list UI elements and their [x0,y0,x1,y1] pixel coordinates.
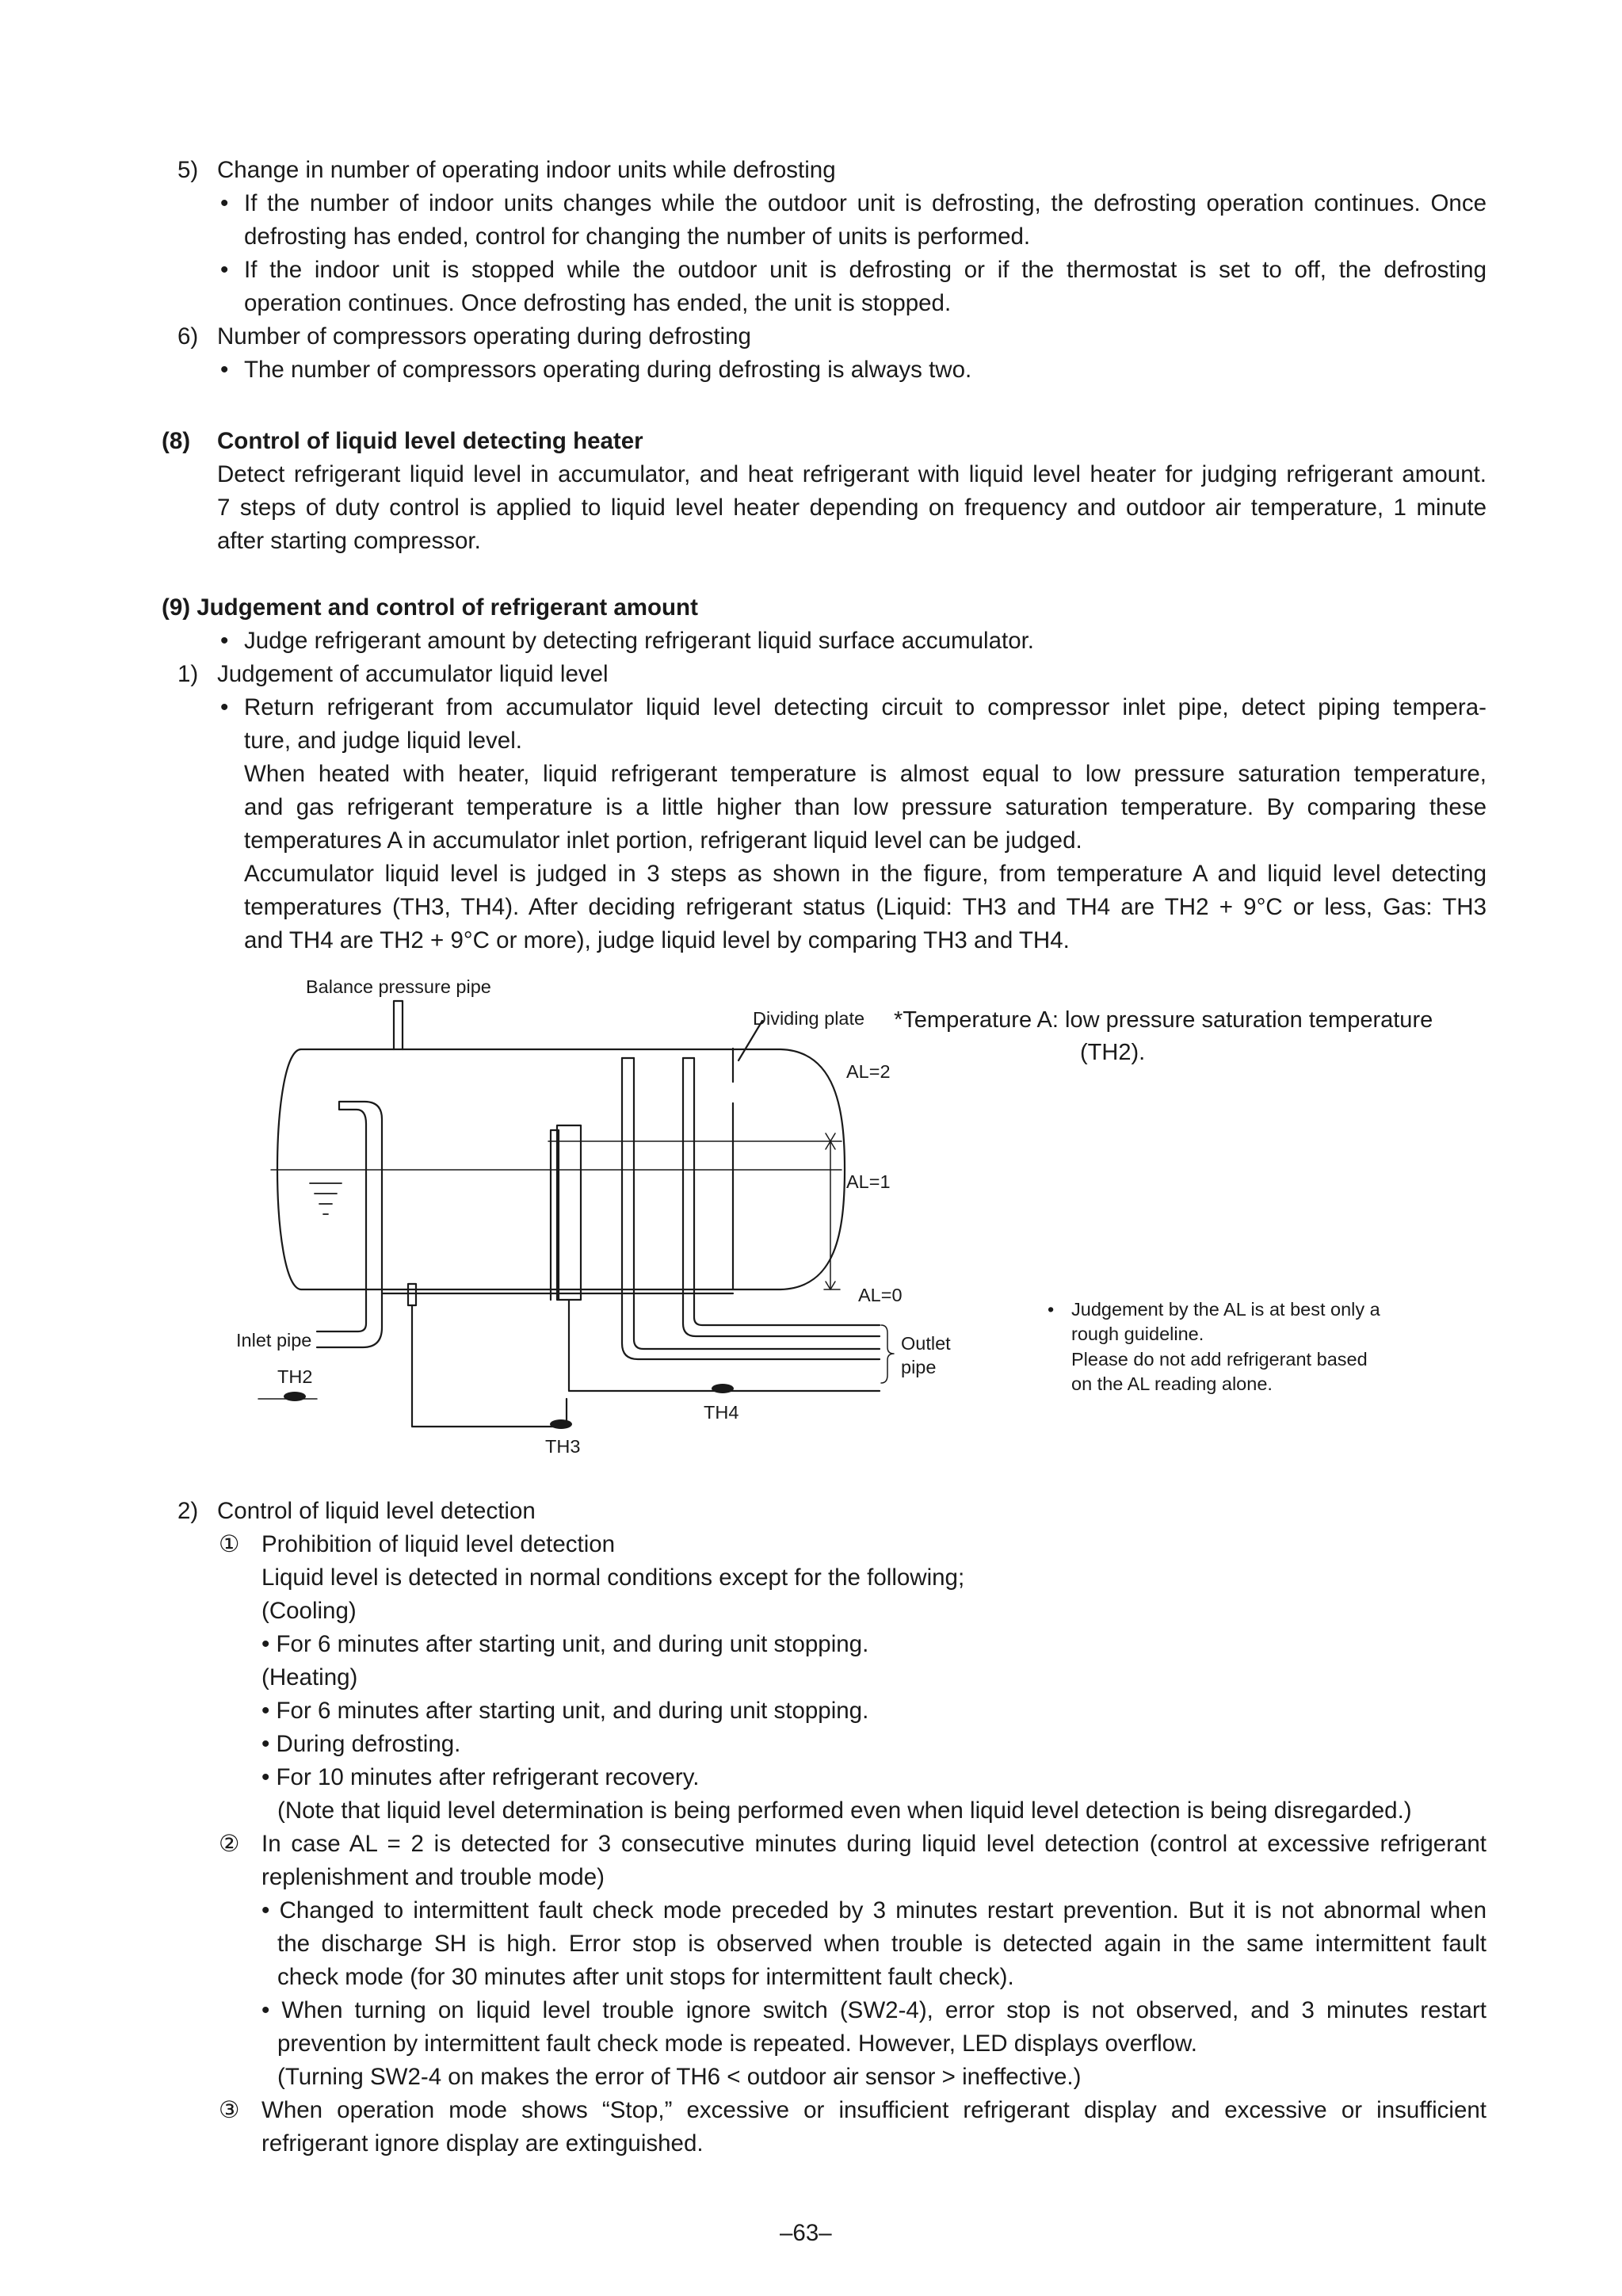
subitem-line: • Changed to intermittent fault check mode preceded by 3 minutes restart prevention. But it is not abnormal when [261,1897,1487,1924]
circled-mark-3: ③ [219,2097,240,2123]
th3-nozzle [408,1284,416,1305]
item-number: 2) [177,1498,199,1524]
bullet-text-cont: temperatures (TH3, TH4). After deciding refrigerant status (Liquid: TH3 and TH4 are TH2 + 9°C or less, Gas: TH3 [244,894,1487,920]
bullet-text: If the number of indoor units changes while the outdoor unit is defrosting, the defrosting operation continues. Once [244,190,1487,216]
balance-pressure-pipe [394,1001,403,1049]
subitem-line: prevention by intermittent fault check mode is repeated. However, LED displays overflow. [277,2030,1197,2057]
subitem-line: In case AL = 2 is detected for 3 consecutive minutes during liquid level detection (control at excessive refrigerant [261,1831,1487,1857]
subitem-line: refrigerant ignore display are extinguished. [261,2130,704,2157]
circled-mark-1: ① [219,1531,240,1557]
bullet-text-cont: and TH4 are TH2 + 9°C or more), judge liquid level by comparing TH3 and TH4. [244,927,1070,953]
paragraph-line: 7 steps of duty control is applied to liquid level heater depending on frequency and outdoor air temperature, 1 minute [217,495,1487,521]
item-number: 5) [177,157,199,183]
subitem-line: (Note that liquid level determination is being performed even when liquid level detection is being disregarded.) [277,1797,1412,1824]
th3-label: TH3 [545,1436,581,1457]
bullet-text-cont: temperatures A in accumulator inlet portion, refrigerant liquid level can be judged. [244,827,1082,854]
bullet-dot: • [220,628,229,654]
subitem-line: • When turning on liquid level trouble ignore switch (SW2-4), error stop is not observed, and 3 minutes restart [261,1997,1487,2023]
outlet-label: Outlet [901,1333,951,1354]
outlet-pipe-label: pipe [901,1357,937,1377]
bullet-text: Return refrigerant from accumulator liquid level detecting circuit to compressor inlet pipe, detect piping tempera- [244,694,1487,720]
liquid-level-symbol [310,1183,342,1214]
al1-label: AL=1 [846,1171,891,1192]
item-number: 1) [177,661,199,687]
circled-mark-2: ② [219,1831,240,1857]
temperature-a-note-cont: (TH2). [1080,1040,1146,1065]
bullet-text-cont: When heated with heater, liquid refrigerant temperature is almost equal to low pressure saturation temperature, [244,761,1487,787]
th4-pipe-outer [622,1058,880,1359]
bullet-text: The number of compressors operating during defrosting is always two. [244,357,972,383]
subitem-line: (Turning SW2-4 on makes the error of TH6 < outdoor air sensor > ineffective.) [277,2064,1082,2090]
al2-label: AL=2 [846,1061,891,1082]
al-guideline-note: Judgement by the AL is at best only a [1071,1299,1380,1320]
subitem-line: (Cooling) [261,1598,357,1624]
inlet-pipe-label: Inlet pipe [236,1330,312,1350]
paragraph-line: Detect refrigerant liquid level in accumulator, and heat refrigerant with liquid level heater for judging refrigerant amount. [217,461,1487,487]
section-title: Control of liquid level detecting heater [217,428,643,454]
subitem-title: Prohibition of liquid level detection [261,1531,616,1557]
th4-sensor [712,1384,734,1393]
balance-pipe-label: Balance pressure pipe [306,976,491,997]
th2-sensor [284,1392,306,1401]
subitem-line: • For 6 minutes after starting unit, and during unit stopping. [261,1631,869,1657]
section-number: (8) [162,428,191,454]
item-heading: Control of liquid level detection [217,1498,536,1524]
subitem-line: (Heating) [261,1664,358,1690]
temperature-a-note: *Temperature A: low pressure saturation temperature [894,1007,1433,1033]
subitem-line: check mode (for 30 minutes after unit stops for intermittent fault check). [277,1964,1014,1990]
al-guideline-note: Please do not add refrigerant based [1071,1349,1368,1370]
th4-label: TH4 [704,1402,739,1423]
th2-label: TH2 [277,1366,313,1387]
bullet-dot: • [1048,1299,1055,1320]
bullet-text-cont: defrosting has ended, control for changing the number of units is performed. [244,223,1031,250]
bullet-dot: • [220,694,229,720]
section-title: (9) Judgement and control of refrigerant amount [162,594,698,621]
bullet-dot: • [220,257,229,283]
subitem-line: the discharge SH is high. Error stop is observed when trouble is detected again in the same intermittent fault [277,1931,1487,1957]
outlet-brace [881,1325,894,1383]
th3-sensor [550,1419,572,1429]
subitem-line: • For 6 minutes after starting unit, and during unit stopping. [261,1698,869,1724]
item-number: 6) [177,323,199,350]
th4-pipe-inner [683,1058,880,1336]
page-number: –63– [780,2220,832,2246]
subitem-line: • For 10 minutes after refrigerant recovery. [261,1764,700,1790]
item-heading: Judgement of accumulator liquid level [217,661,609,687]
bullet-text-cont: and gas refrigerant temperature is a little higher than low pressure saturation temperature. By comparing these [244,794,1487,820]
bullet-dot: • [220,357,229,383]
al-guideline-note: on the AL reading alone. [1071,1373,1273,1394]
subitem-line: • During defrosting. [261,1731,461,1757]
subitem-line: Liquid level is detected in normal conditions except for the following; [261,1564,965,1591]
bullet-text: If the indoor unit is stopped while the outdoor unit is defrosting or if the thermostat is set to off, the defrosting [244,257,1487,283]
bullet-text-cont: ture, and judge liquid level. [244,728,522,754]
bullet-dot: • [220,190,229,216]
subitem-line: When operation mode shows “Stop,” excessive or insufficient refrigerant display and excessive or insufficient [261,2097,1487,2123]
paragraph-line: after starting compressor. [217,528,481,554]
bullet-text: Judge refrigerant amount by detecting refrigerant liquid surface accumulator. [244,628,1034,654]
dividing-plate-label: Dividing plate [753,1008,865,1029]
subitem-line: replenishment and trouble mode) [261,1864,605,1890]
inlet-pipe [317,1102,382,1347]
item-heading: Number of compressors operating during defrosting [217,323,751,350]
al0-label: AL=0 [858,1285,903,1305]
th3-line [412,1305,567,1427]
bullet-text-cont: operation continues. Once defrosting has ended, the unit is stopped. [244,290,952,316]
item-heading: Change in number of operating indoor units while defrosting [217,157,836,183]
bullet-text-cont: Accumulator liquid level is judged in 3 steps as shown in the figure, from temperature A and liquid level detecting [244,861,1487,887]
al-guideline-note: rough guideline. [1071,1324,1204,1344]
